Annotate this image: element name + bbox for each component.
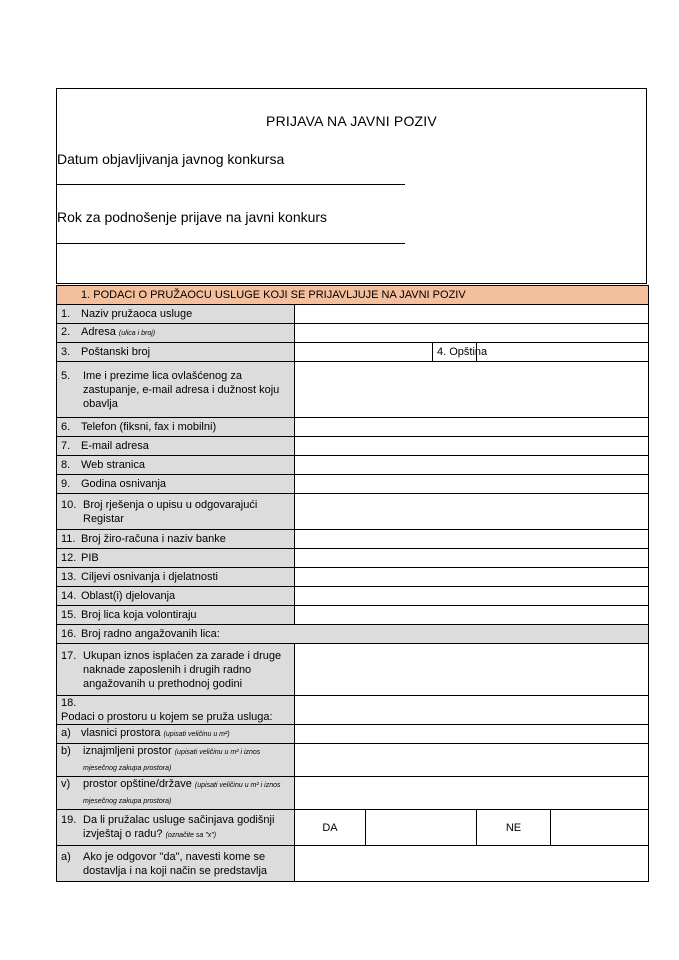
deadline-line[interactable] (57, 243, 405, 244)
row-label: v) prostor opštine/države (upisati veličinu u m² i iznos mjesečnog zakupa prostora) (57, 777, 295, 810)
table-row (57, 644, 649, 696)
no-checkbox[interactable] (551, 810, 649, 846)
row-label: 10. Broj rješenja o upisu u odgovarajući Registar (57, 494, 295, 530)
applicant-data-table (56, 285, 649, 882)
row-label: 15. Broj lica koja volontiraju (57, 606, 295, 625)
website-field[interactable] (295, 456, 649, 475)
row-label: 1. Naziv pružaoca usluge (57, 305, 295, 324)
row-label: 14. Oblast(i) djelovanja (57, 587, 295, 606)
pib-field[interactable] (295, 549, 649, 568)
row-label: a) Ako je odgovor "da", navesti kome se dostavlja i na koji način se predstavlja (57, 846, 295, 882)
email-field[interactable] (295, 437, 649, 456)
row-label: a) vlasnici prostora (upisati veličinu u m²) (57, 725, 295, 744)
founding-year-field[interactable] (295, 475, 649, 494)
table-row (57, 777, 649, 810)
table-row (57, 456, 649, 475)
address-field[interactable] (295, 324, 649, 343)
phone-field[interactable] (295, 418, 649, 437)
yes-label: DA (295, 810, 366, 846)
row-label: 9. Godina osnivanja (57, 475, 295, 494)
representative-field[interactable] (295, 362, 649, 418)
row-label: 19. Da li pružalac usluge sačinjava godišnji izvještaj o radu? (označite sa "x") (57, 810, 295, 846)
table-row (57, 846, 649, 882)
row-label: 5. Ime i prezime lica ovlašćenog za zastupanje, e-mail adresa i dužnost koju obavlja (57, 362, 295, 418)
table-row (57, 362, 649, 418)
table-row (57, 549, 649, 568)
table-row (57, 606, 649, 625)
header-box (56, 88, 647, 284)
deadline-label: Rok za podnošenje prijave na javni konkurs (57, 209, 328, 225)
table-row (57, 305, 649, 324)
table-row (57, 696, 649, 725)
table-row (57, 418, 649, 437)
row-label: 3. Poštanski broj (57, 343, 295, 362)
table-row (57, 810, 649, 846)
row-label: 11. Broj žiro-računa i naziv banke (57, 530, 295, 549)
row-label: b) iznajmljeni prostor (upisati veličinu u m² i iznos mjesečnog zakupa prostora) (57, 744, 295, 777)
table-row (57, 530, 649, 549)
table-row (57, 324, 649, 343)
no-label: NE (477, 810, 551, 846)
publication-date-label: Datum objavljivanja javnog konkursa (57, 151, 285, 167)
form-title: PRIJAVA NA JAVNI POZIV (266, 113, 437, 129)
rented-premises-field[interactable] (295, 744, 649, 777)
row-label: 6. Telefon (fiksni, fax i mobilni) (57, 418, 295, 437)
publication-date-line[interactable] (57, 184, 405, 185)
registry-number-field[interactable] (295, 494, 649, 530)
public-premises-field[interactable] (295, 777, 649, 810)
row-label: 17. Ukupan iznos isplaćen za zarade i druge naknade zaposlenih i drugih radno angažovanih u prethodnoj godini (57, 644, 295, 696)
activity-area-field[interactable] (295, 587, 649, 606)
table-row (57, 587, 649, 606)
table-row (57, 725, 649, 744)
section-header (57, 286, 649, 305)
premises-header-field (295, 696, 649, 725)
row-label: 12. PIB (57, 549, 295, 568)
section-title: 1. PODACI O PRUŽAOCU USLUGE KOJI SE PRIJAVLJUJE NA JAVNI POZIV (57, 286, 649, 305)
row-label: 7. E-mail adresa (57, 437, 295, 456)
yes-checkbox[interactable] (366, 810, 477, 846)
owned-premises-field[interactable] (295, 725, 649, 744)
table-row (57, 437, 649, 456)
row-label: 16. Broj radno angažovanih lica: (57, 625, 649, 644)
municipality-label: 4. Opština (433, 343, 477, 362)
salaries-field[interactable] (295, 644, 649, 696)
table-row (57, 343, 649, 362)
table-row (57, 494, 649, 530)
table-row (57, 475, 649, 494)
table-row (57, 744, 649, 777)
report-details-field[interactable] (295, 846, 649, 882)
table-row (57, 568, 649, 587)
municipality-field[interactable] (477, 343, 649, 362)
bank-account-field[interactable] (295, 530, 649, 549)
row-label: 8. Web stranica (57, 456, 295, 475)
row-label: 2. Adresa (ulica i broj) (57, 324, 295, 343)
provider-name-field[interactable] (295, 305, 649, 324)
goals-field[interactable] (295, 568, 649, 587)
postal-code-field[interactable] (295, 343, 433, 362)
volunteers-field[interactable] (295, 606, 649, 625)
table-row (57, 625, 649, 644)
row-label: 18.Podaci o prostoru u kojem se pruža usluga: (57, 696, 295, 725)
row-label: 13. Ciljevi osnivanja i djelatnosti (57, 568, 295, 587)
